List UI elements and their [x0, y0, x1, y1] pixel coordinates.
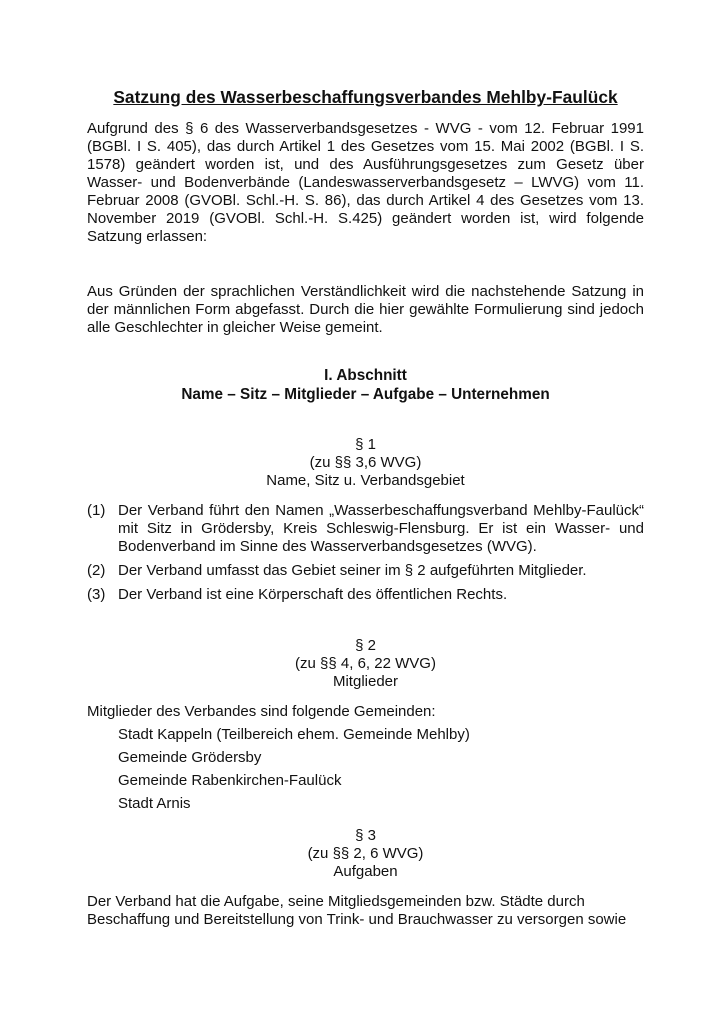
section-title: Name – Sitz – Mitglieder – Aufgabe – Unternehmen	[181, 386, 550, 403]
paragraph-reference: (zu §§ 2, 6 WVG)	[307, 845, 424, 862]
members-list	[118, 726, 644, 813]
paragraph-symbol: § 3	[355, 827, 376, 844]
item-number: (2)	[87, 562, 106, 579]
paragraph-symbol: § 1	[355, 436, 376, 453]
document-title: Satzung des Wasserbeschaffungsverbandes Mehlby-Faulück	[113, 87, 618, 107]
paragraph-heading-text: Name, Sitz u. Verbandsgebiet	[266, 472, 465, 489]
member-item: Gemeinde Grödersby	[118, 749, 262, 766]
list-item	[87, 586, 644, 604]
item-number: (3)	[87, 586, 106, 603]
item-text: Der Verband führt den Namen „Wasserbeschaffungsverband Mehlby-Faulück“ mit Sitz in Grödersby, Kreis Schleswig-Flensburg. Er ist ein Wasser- und Bodenverband im Sinne des Wasserverbandsgesetzes (WVG).	[118, 502, 644, 555]
member-item: Gemeinde Rabenkirchen-Faulück	[118, 772, 342, 789]
members-intro: Mitglieder des Verbandes sind folgende Gemeinden:	[87, 703, 436, 720]
paragraph-1-heading	[87, 436, 644, 490]
paragraph-3-text	[87, 893, 644, 929]
text-line: Beschaffung und Bereitstellung von Trink- und Brauchwasser zu versorgen sowie	[87, 911, 627, 928]
item-text: Der Verband umfasst das Gebiet seiner im § 2 aufgeführten Mitglieder.	[118, 562, 587, 579]
paragraph-3-heading	[87, 827, 644, 881]
section-heading	[87, 366, 644, 404]
list-item	[87, 562, 644, 580]
section-number: I. Abschnitt	[324, 367, 407, 384]
gender-note-paragraph: Aus Gründen der sprachlichen Verständlichkeit wird die nachstehende Satzung in der männlichen Form abgefasst. Durch die hier gewählte Formulierung sind jedoch alle Geschlechter in gleicher Weise gemeint.	[87, 283, 644, 336]
paragraph-reference: (zu §§ 4, 6, 22 WVG)	[295, 655, 436, 672]
intro-paragraph: Aufgrund des § 6 des Wasserverbandsgesetzes - WVG - vom 12. Februar 1991 (BGBl. I S. 405), das durch Artikel 1 des Gesetzes vom 15. Mai 2002 (BGBl. I S. 1578) geändert worden ist, und des Ausführungsgesetzes zum Gesetz über Wasser- und Bodenverbände (Landeswasserverbandsgesetz – LWVG) vom 11. Februar 2008 (GVOBl. Schl.-H. S. 86), das durch Artikel 4 des Gesetzes vom 13. November 2019 (GVOBl. Schl.-H. S.425) geändert worden ist, wird folgende Satzung erlassen:	[87, 120, 644, 245]
list-item	[87, 502, 644, 556]
item-text: Der Verband ist eine Körperschaft des öffentlichen Rechts.	[118, 586, 508, 603]
text-line: Der Verband hat die Aufgabe, seine Mitgliedsgemeinden bzw. Städte durch	[87, 893, 585, 910]
member-item: Stadt Kappeln (Teilbereich ehem. Gemeinde Mehlby)	[118, 726, 470, 743]
paragraph-heading-text: Aufgaben	[333, 863, 398, 880]
paragraph-symbol: § 2	[355, 637, 376, 654]
paragraph-heading-text: Mitglieder	[332, 673, 399, 690]
document-page	[87, 86, 644, 929]
member-item: Stadt Arnis	[118, 795, 191, 812]
item-number: (1)	[87, 502, 106, 519]
paragraph-reference: (zu §§ 3,6 WVG)	[309, 454, 422, 471]
paragraph-1-list	[87, 502, 644, 604]
paragraph-2-heading	[87, 637, 644, 691]
